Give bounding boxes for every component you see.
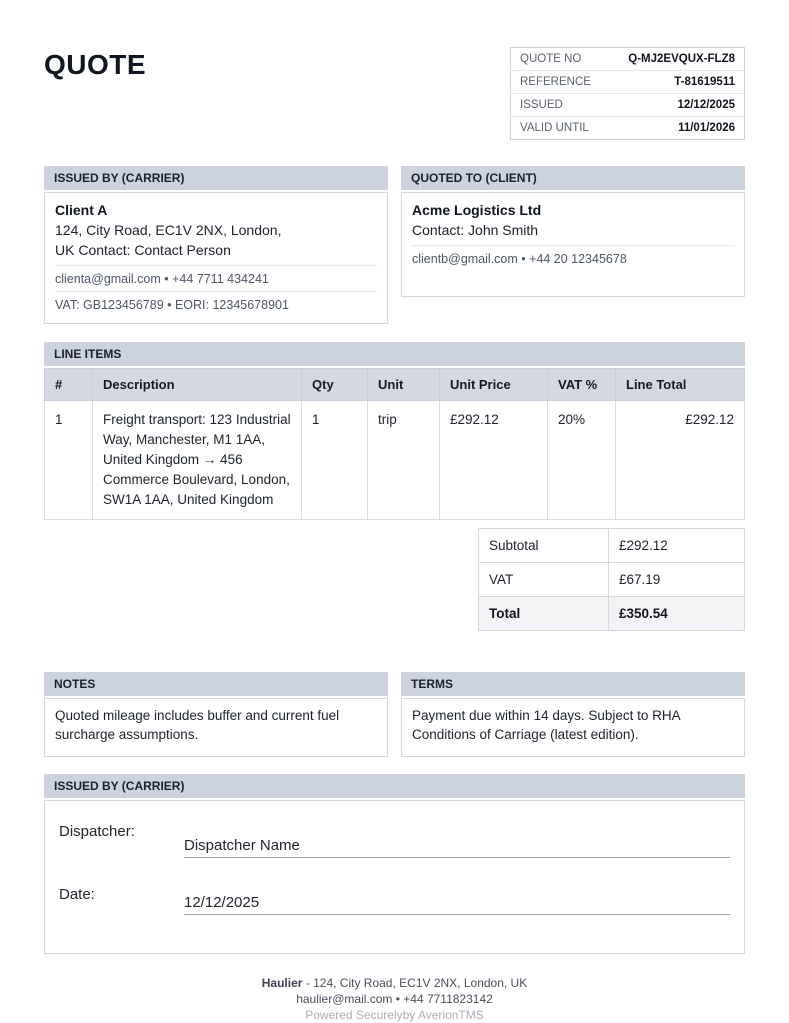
date-value: 12/12/2025	[184, 894, 260, 911]
header-row	[44, 0, 745, 140]
total-value: £350.54	[609, 597, 745, 631]
vat-row	[479, 563, 745, 597]
meta-value: T-81619511	[674, 76, 735, 88]
table-row	[45, 401, 745, 520]
carrier-contact-line: clienta@gmail.com • +44 7711 434241	[55, 272, 269, 286]
signature-section	[44, 774, 745, 954]
dispatcher-label: Dispatcher:	[59, 823, 135, 840]
signature-header: ISSUED BY (CARRIER)	[44, 774, 745, 798]
footer-company-line	[44, 975, 745, 991]
issued-by-header: ISSUED BY (CARRIER)	[44, 166, 388, 190]
notes-box	[44, 672, 388, 757]
meta-row-reference	[511, 71, 744, 94]
totals-table	[478, 528, 745, 631]
cell-qty: 1	[302, 401, 368, 520]
date-field	[59, 886, 730, 915]
total-row	[479, 597, 745, 631]
cell-num: 1	[45, 401, 93, 520]
carrier-address-line2: UK Contact: Contact Person	[55, 242, 231, 258]
terms-header: TERMS	[401, 672, 745, 696]
parties-row	[44, 166, 745, 324]
footer-contact-line: haulier@mail.com • +44 7711823142	[296, 992, 493, 1006]
footer-powered-by: Powered Securelyby AverionTMS	[305, 1008, 484, 1022]
client-contact: Contact: John Smith	[412, 222, 539, 238]
col-num: #	[45, 369, 93, 401]
col-qty: Qty	[302, 369, 368, 401]
meta-row-issued	[511, 94, 744, 117]
meta-row-quote-no	[511, 48, 744, 71]
footer-company-name: Haulier	[261, 976, 303, 990]
col-description: Description	[93, 369, 302, 401]
subtotal-label: Subtotal	[479, 529, 609, 563]
terms-body: Payment due within 14 days. Subject to RHA Conditions of Carriage (latest edition).	[401, 698, 745, 757]
meta-label: QUOTE NO	[520, 53, 582, 65]
meta-value: 12/12/2025	[677, 99, 735, 111]
col-unit: Unit	[368, 369, 440, 401]
quote-document	[44, 0, 745, 1023]
quoted-to-body	[401, 192, 745, 297]
notes-header: NOTES	[44, 672, 388, 696]
carrier-name: Client A	[55, 202, 108, 218]
issued-by-body	[44, 192, 388, 324]
meta-label: REFERENCE	[520, 76, 591, 88]
dispatcher-signature-line	[184, 823, 730, 858]
vat-value: £67.19	[609, 563, 745, 597]
line-items-section	[44, 342, 745, 520]
cell-unit-price: £292.12	[440, 401, 548, 520]
col-vat: VAT %	[548, 369, 616, 401]
client-name: Acme Logistics Ltd	[412, 202, 542, 218]
client-contact-line: clientb@gmail.com • +44 20 12345678	[412, 252, 627, 266]
meta-value: Q-MJ2EVQUX-FLZ8	[628, 53, 735, 65]
col-line-total: Line Total	[616, 369, 745, 401]
line-items-header: LINE ITEMS	[44, 342, 745, 366]
notes-body: Quoted mileage includes buffer and current fuel surcharge assumptions.	[44, 698, 388, 757]
quoted-to-header: QUOTED TO (CLIENT)	[401, 166, 745, 190]
dispatcher-name: Dispatcher Name	[184, 837, 300, 854]
subtotal-row	[479, 529, 745, 563]
subtotal-value: £292.12	[609, 529, 745, 563]
meta-label: ISSUED	[520, 99, 563, 111]
cell-line-total: £292.12	[616, 401, 745, 520]
quoted-to-box	[401, 166, 745, 324]
col-unit-price: Unit Price	[440, 369, 548, 401]
issued-by-box	[44, 166, 388, 324]
notes-terms-row	[44, 672, 745, 757]
footer	[44, 975, 745, 1023]
vat-label: VAT	[479, 563, 609, 597]
terms-box	[401, 672, 745, 757]
date-signature-line	[184, 886, 730, 915]
date-label: Date:	[59, 886, 95, 903]
dispatcher-field	[59, 823, 730, 858]
signature-body	[44, 800, 745, 954]
page-title: QUOTE	[44, 49, 147, 80]
quote-meta-table	[510, 47, 745, 140]
line-items-header-row	[45, 369, 745, 401]
total-label: Total	[479, 597, 609, 631]
cell-unit: trip	[368, 401, 440, 520]
line-items-table	[44, 368, 745, 520]
cell-vat: 20%	[548, 401, 616, 520]
cell-description: Freight transport: 123 Industrial Way, Manchester, M1 1AA, United Kingdom → 456 Commerce Boulevard, London, SW1A 1AA, United Kingdom	[93, 401, 302, 520]
meta-value: 11/01/2026	[678, 122, 735, 134]
carrier-tax-line: VAT: GB123456789 • EORI: 12345678901	[55, 298, 289, 312]
carrier-address-line1: 124, City Road, EC1V 2NX, London,	[55, 222, 282, 238]
meta-row-valid-until	[511, 117, 744, 139]
totals-section	[44, 528, 745, 631]
footer-company-address: - 124, City Road, EC1V 2NX, London, UK	[302, 976, 528, 990]
meta-label: VALID UNTIL	[520, 122, 589, 134]
